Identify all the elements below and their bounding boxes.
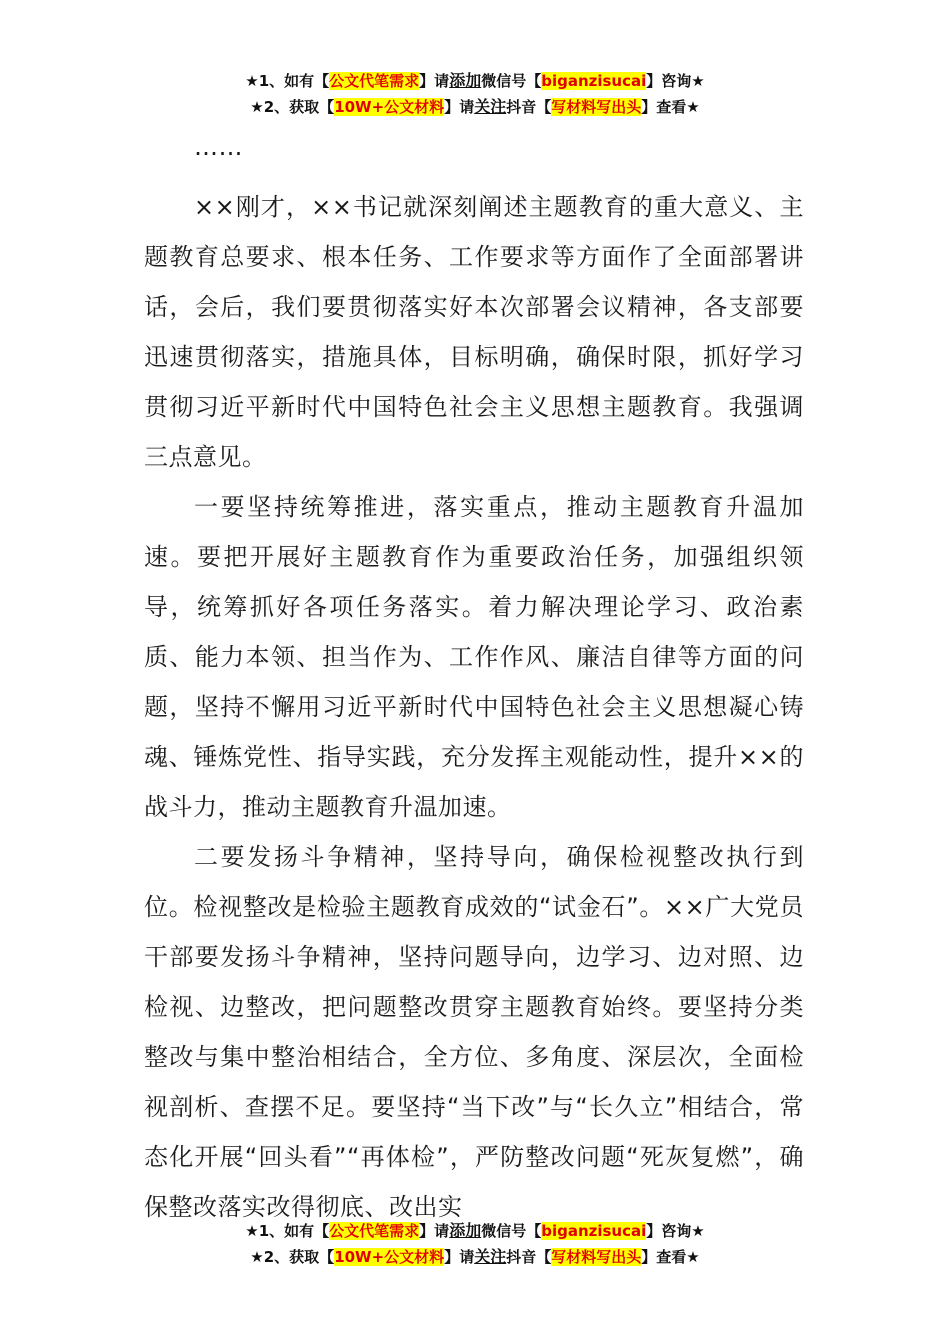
promo-text: 】查看★: [641, 1248, 700, 1266]
promo-text: 微信号【: [481, 72, 542, 90]
promo-underline: 关注: [474, 1247, 507, 1266]
promo-banner-bottom: [0, 1218, 950, 1270]
promo-line-2: [0, 1244, 950, 1270]
promo-text: 】请: [419, 1222, 450, 1240]
promo-text: 】请: [444, 1248, 475, 1266]
promo-highlight: biganzisucai: [541, 72, 647, 90]
promo-banner-top: [0, 68, 950, 120]
promo-line-1: [0, 1218, 950, 1244]
paragraph-point-1: 一要坚持统筹推进，落实重点，推动主题教育升温加速。要把开展好主题教育作为重要政治任务，加强组织领导，统筹抓好各项任务落实。着力解决理论学习、政治素质、能力本领、担当作为、工作作风、廉洁自律等方面的问题，坚持不懈用习近平新时代中国特色社会主义思想凝心铸魂、锤炼党性、指导实践，充分发挥主观能动性，提升××的战斗力，推动主题教育升温加速。: [144, 493, 804, 821]
promo-text: 】请: [419, 72, 450, 90]
document-body: [144, 132, 804, 1232]
promo-text: 】咨询★: [646, 72, 705, 90]
promo-highlight: 公文代笔需求: [329, 72, 420, 90]
promo-text: 抖音【: [506, 98, 552, 116]
promo-underline: 关注: [474, 97, 507, 116]
promo-text: 】查看★: [641, 98, 700, 116]
ellipsis: ……: [194, 133, 243, 161]
promo-text: ★1、如有【: [245, 72, 330, 90]
promo-text: 】请: [444, 98, 475, 116]
promo-highlight: 公文代笔需求: [329, 1222, 420, 1240]
promo-text: 抖音【: [506, 1248, 552, 1266]
promo-line-2: [0, 94, 950, 120]
promo-highlight: 10W+公文材料: [334, 1248, 445, 1266]
promo-underline: 添加: [449, 1221, 482, 1240]
promo-highlight: 写材料写出头: [551, 1248, 642, 1266]
promo-text: 】咨询★: [646, 1222, 705, 1240]
promo-text: ★2、获取【: [250, 1248, 335, 1266]
promo-line-1: [0, 68, 950, 94]
promo-highlight: 10W+公文材料: [334, 98, 445, 116]
promo-highlight: biganzisucai: [541, 1222, 647, 1240]
paragraph-intro: ××刚才，××书记就深刻阐述主题教育的重大意义、主题教育总要求、根本任务、工作要求等方面作了全面部署讲话，会后，我们要贯彻落实好本次部署会议精神，各支部要迅速贯彻落实，措施具体，目标明确，确保时限，抓好学习贯彻习近平新时代中国特色社会主义思想主题教育。我强调三点意见。: [144, 193, 804, 471]
promo-text: ★2、获取【: [250, 98, 335, 116]
promo-text: ★1、如有【: [245, 1222, 330, 1240]
promo-underline: 添加: [449, 71, 482, 90]
paragraph-point-2: 二要发扬斗争精神，坚持导向，确保检视整改执行到位。检视整改是检验主题教育成效的“试金石”。××广大党员干部要发扬斗争精神，坚持问题导向，边学习、边对照、边检视、边整改，把问题整改贯穿主题教育始终。要坚持分类整改与集中整治相结合，全方位、多角度、深层次，全面检视剖析、查摆不足。要坚持“当下改”与“长久立”相结合，常态化开展“回头看”“再体检”，严防整改问题“死灰复燃”，确保整改落实改得彻底、改出实: [144, 843, 804, 1221]
promo-text: 微信号【: [481, 1222, 542, 1240]
promo-highlight: 写材料写出头: [551, 98, 642, 116]
